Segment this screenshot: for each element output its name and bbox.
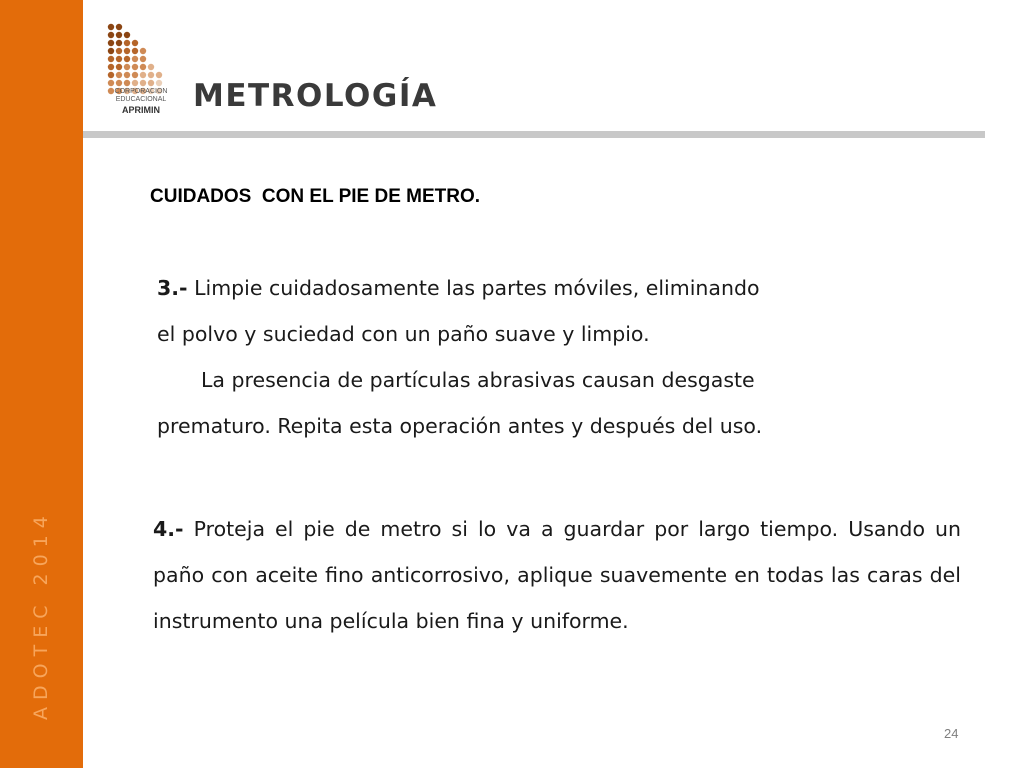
- logo-dot: [124, 48, 130, 54]
- sidebar-vertical-text: ADOTEC 2014: [30, 509, 52, 720]
- logo-dot: [124, 40, 130, 46]
- logo-dot: [132, 72, 138, 78]
- logo-line-1: CORPORACION: [114, 88, 168, 95]
- logo-dot: [124, 32, 130, 38]
- page-title: METROLOGÍA: [193, 78, 438, 114]
- logo-dot: [124, 56, 130, 62]
- logo-dot: [116, 24, 122, 30]
- logo-dot: [148, 64, 154, 70]
- item-3-line-1-text: Limpie cuidadosamente las partes móviles, eliminando: [187, 276, 760, 300]
- logo-dot: [116, 32, 122, 38]
- logo-dot: [140, 48, 146, 54]
- logo-dot: [108, 32, 114, 38]
- logo-dot: [108, 40, 114, 46]
- logo-dot: [124, 64, 130, 70]
- item-3-line-2: el polvo y suciedad con un paño suave y limpio.: [157, 322, 650, 346]
- logo-dot: [132, 48, 138, 54]
- logo-dot: [108, 64, 114, 70]
- item-3-line-4: prematuro. Repita esta operación antes y después del uso.: [157, 414, 763, 438]
- header-divider: [83, 131, 985, 138]
- logo-dot: [116, 80, 122, 86]
- logo-dot: [156, 72, 162, 78]
- logo-dot: [116, 72, 122, 78]
- logo-dot: [108, 24, 114, 30]
- logo-dot: [116, 56, 122, 62]
- page-number: 24: [944, 726, 959, 741]
- logo-dot: [156, 80, 162, 86]
- item-3-number: 3.-: [157, 276, 188, 300]
- logo-dot: [132, 64, 138, 70]
- paragraph-item-4: [153, 506, 961, 644]
- item-3-line-1: [157, 265, 947, 311]
- logo-dot: [108, 48, 114, 54]
- logo-line-3: APRIMIN: [122, 105, 160, 115]
- logo-dot: [140, 80, 146, 86]
- logo-dot: [140, 72, 146, 78]
- item-4-number: 4.-: [153, 517, 184, 541]
- section-title: CUIDADOS CON EL PIE DE METRO.: [150, 186, 481, 207]
- logo-dot: [132, 80, 138, 86]
- logo-dot: [124, 80, 130, 86]
- paragraph-item-3: [157, 265, 947, 449]
- logo-dot: [116, 40, 122, 46]
- item-4-text: Proteja el pie de metro si lo va a guardar por largo tiempo. Usando un paño con aceite fino anticorrosivo, aplique suavemente en todas las caras del instrumento una película bien fina y uniforme.: [153, 517, 961, 633]
- logo-dot: [116, 64, 122, 70]
- logo-dot: [108, 80, 114, 86]
- logo-dot: [108, 56, 114, 62]
- logo-dot: [140, 56, 146, 62]
- item-3-line-3: La presencia de partículas abrasivas causan desgaste: [201, 368, 755, 392]
- logo-dot: [148, 72, 154, 78]
- logo-dot: [116, 48, 122, 54]
- logo-dot: [140, 64, 146, 70]
- logo-dot: [124, 72, 130, 78]
- logo-line-2: EDUCACIONAL: [115, 96, 167, 103]
- logo-dot: [132, 56, 138, 62]
- logo-dot: [132, 40, 138, 46]
- logo-dot: [148, 80, 154, 86]
- logo-dot: [108, 72, 114, 78]
